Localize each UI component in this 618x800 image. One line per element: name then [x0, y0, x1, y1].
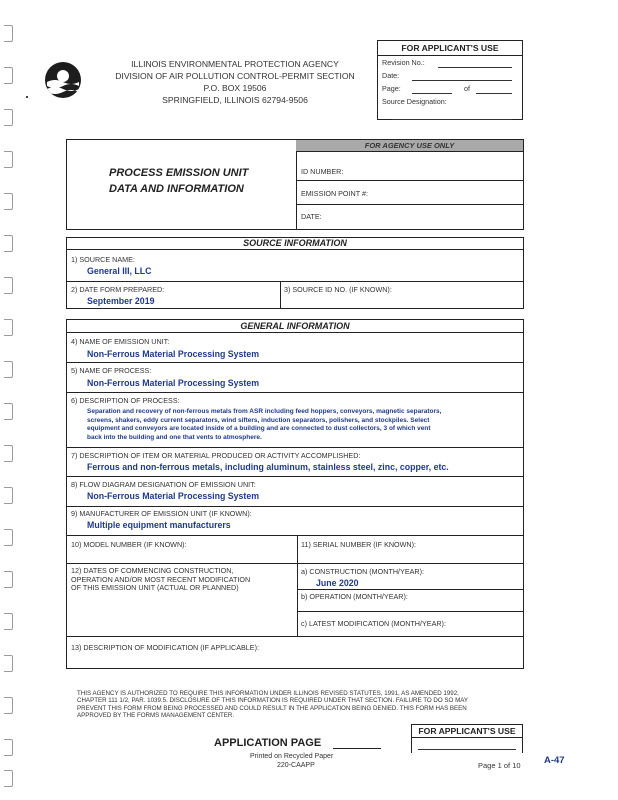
date-prepared-label: 2) DATE FORM PREPARED: [71, 285, 165, 294]
date-field[interactable] [412, 80, 512, 81]
date-label: Date: [382, 71, 400, 80]
q6-line: Separation and recovery of non-ferrous metals from ASR including feed hoppers, conveyors, magnetic separators, [87, 408, 442, 415]
q12b-label: b) OPERATION (MONTH/YEAR): [301, 592, 408, 601]
source-designation-label: Source Designation: [382, 97, 447, 106]
q5-value[interactable]: Non-Ferrous Material Processing System [87, 378, 260, 388]
q12a-label: a) CONSTRUCTION (MONTH/YEAR): [301, 567, 424, 576]
footer-applicant-use-box [411, 724, 523, 753]
agency-line: ILLINOIS ENVIRONMENTAL PROTECTION AGENCY [131, 59, 339, 69]
form-title-line2: DATA AND INFORMATION [109, 183, 244, 195]
id-number-label: ID NUMBER: [301, 167, 344, 176]
source-name-value[interactable]: General III, LLC [87, 266, 152, 276]
q6-line: equipment and conveyors are located inside of a building and are connected to dust collectors, 3 of which vent [87, 425, 431, 433]
q4-label: 4) NAME OF EMISSION UNIT: [71, 337, 170, 346]
agency-date-label: DATE: [301, 212, 322, 221]
q12-label [71, 567, 250, 593]
applicant-use-box [377, 40, 523, 120]
page-of-text: Page 1 of 10 [478, 761, 521, 770]
form-code: 220-CAAPP [277, 762, 315, 769]
q9-value[interactable]: Multiple equipment manufacturers [87, 520, 231, 530]
notice-line: CHAPTER 111 1/2, PAR. 1039.5. DISCLOSURE OF THIS INFORMATION IS REQUIRED UNDER THAT SECTION. FAILURE TO DO SO MAY [77, 697, 469, 705]
agency-address [100, 58, 370, 106]
printed-on-text: Printed on Recycled Paper [250, 753, 334, 760]
general-info-header: GENERAL INFORMATION [240, 321, 350, 331]
q9-label: 9) MANUFACTURER OF EMISSION UNIT (IF KNOWN): [71, 509, 252, 518]
notice-line: PREVENT THIS FORM FROM BEING PROCESSED AND COULD RESULT IN THE APPLICATION BEING DENIED. THIS FORM HAS BEEN [77, 704, 467, 712]
page-code: A-47 [544, 755, 565, 766]
source-designation-field[interactable] [392, 119, 512, 120]
agency-line: P.O. BOX 19506 [203, 83, 267, 93]
legal-notice [77, 690, 522, 720]
page-field[interactable] [412, 93, 452, 94]
emission-point-label: EMISSION POINT #: [301, 189, 368, 198]
q6-label: 6) DESCRIPTION OF PROCESS: [71, 396, 180, 405]
q6-value[interactable] [87, 408, 441, 442]
q13-label: 13) DESCRIPTION OF MODIFICATION (IF APPLICABLE): [71, 643, 259, 652]
source-info-section [66, 237, 524, 309]
revision-label: Revision No.: [382, 58, 425, 67]
revision-field[interactable] [438, 67, 512, 68]
notice-line: APPROVED BY THE FORMS MANAGEMENT CENTER. [77, 712, 235, 720]
page-total-field[interactable] [476, 93, 512, 94]
date-prepared-value[interactable]: September 2019 [87, 296, 155, 306]
applicant-use-title: FOR APPLICANT'S USE [378, 41, 522, 56]
dot-mark [26, 96, 28, 98]
q12-line: OPERATION AND/OR MOST RECENT MODIFICATION [71, 574, 251, 584]
footer-applicant-field[interactable] [418, 749, 516, 750]
q12-line: OF THIS EMISSION UNIT (ACTUAL OR PLANNED) [71, 583, 239, 592]
q8-value[interactable]: Non-Ferrous Material Processing System [87, 491, 260, 501]
q6-line: back into the building and one that vents to atmosphere. [87, 433, 262, 441]
form-title-line1: PROCESS EMISSION UNIT [109, 167, 249, 179]
q10-label: 10) MODEL NUMBER (IF KNOWN): [71, 540, 187, 549]
notice-line: THIS AGENCY IS AUTHORIZED TO REQUIRE THIS INFORMATION UNDER ILLINOIS REVISED STATUTES, 1991, AS AMENDED 1992, [77, 690, 459, 697]
q5-label: 5) NAME OF PROCESS: [71, 366, 152, 375]
q7-value[interactable]: Ferrous and non-ferrous metals, including aluminum, stainless steel, zinc, copper, etc. [87, 462, 449, 472]
q11-label: 11) SERIAL NUMBER (IF KNOWN): [301, 540, 417, 549]
application-page-field[interactable] [333, 748, 381, 749]
q12a-value[interactable]: June 2020 [316, 578, 359, 588]
q8-label: 8) FLOW DIAGRAM DESIGNATION OF EMISSION UNIT: [71, 480, 256, 489]
general-info-section [66, 319, 524, 669]
footer-applicant-use-title: FOR APPLICANT'S USE [412, 725, 522, 738]
application-page-label: APPLICATION PAGE [214, 737, 322, 749]
q6-line: screens, shakers, eddy current separators, wind sifters, induction separators, polishers, and stockpiles. Select [87, 416, 430, 424]
source-name-label: 1) SOURCE NAME: [71, 255, 135, 264]
q7-label: 7) DESCRIPTION OF ITEM OR MATERIAL PRODUCED OR ACTIVITY ACCOMPLISHED: [71, 451, 361, 460]
agency-line: DIVISION OF AIR POLLUTION CONTROL-PERMIT SECTION [115, 71, 355, 81]
q12c-label: c) LATEST MODIFICATION (MONTH/YEAR): [301, 619, 446, 628]
source-id-label: 3) SOURCE ID NO. (IF KNOWN): [284, 285, 392, 294]
agency-line: SPRINGFIELD, ILLINOIS 62794-9506 [162, 95, 308, 105]
agency-logo [45, 62, 81, 98]
form-title-box [66, 139, 524, 230]
agency-use-header: FOR AGENCY USE ONLY [296, 140, 523, 152]
source-info-header: SOURCE INFORMATION [243, 238, 347, 248]
page-label: Page: [382, 84, 401, 93]
q12-line: 12) DATES OF COMMENCING CONSTRUCTION, [71, 566, 234, 575]
of-label: of [464, 84, 470, 93]
q4-value[interactable]: Non-Ferrous Material Processing System [87, 349, 260, 359]
